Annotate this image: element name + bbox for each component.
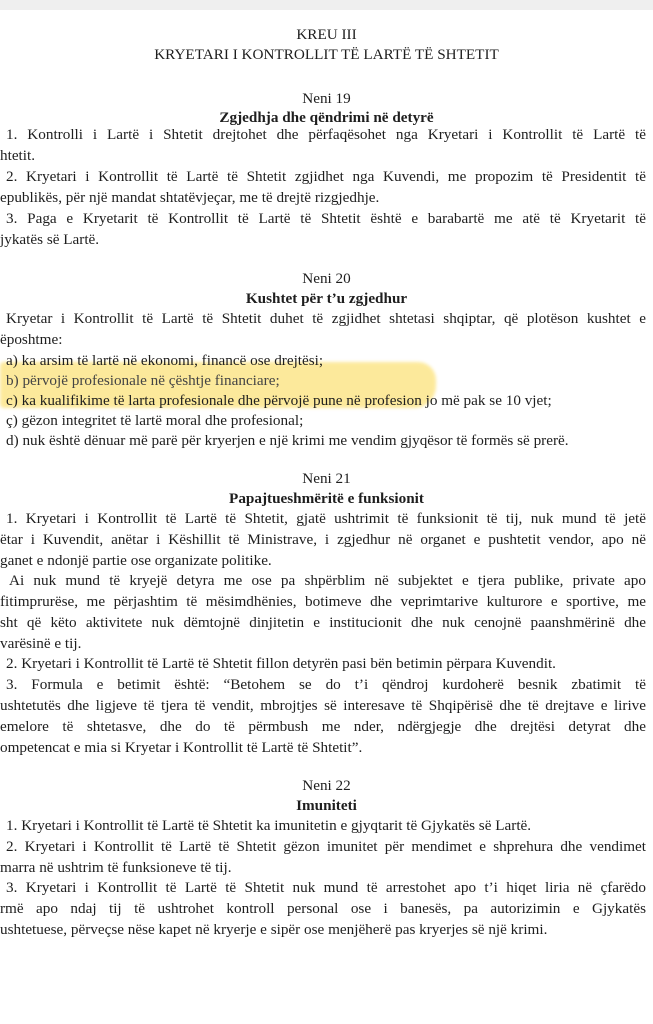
paragraph-line: rmë apo ndaj tij të ushtrohet kontroll personal ose i banesës, pa autorizimin e Gjykatës bbox=[0, 900, 646, 917]
paragraph-line: emelore të shtetasve, dhe do të përmbush me nder, ndërgjegje dhe drejtësi detyrat dhe bbox=[0, 718, 646, 735]
paragraph-line: jykatës së Lartë. bbox=[0, 231, 100, 248]
paragraph-line: 2. Kryetari i Kontrollit të Lartë të Shtetit fillon detyrën pasi bën betimin përpara Kuvendit. bbox=[6, 655, 556, 672]
article-number: Neni 22 bbox=[302, 777, 351, 794]
list-item-highlighted: b) përvojë profesionale në çështje financiare; bbox=[6, 372, 280, 389]
article-title: Imuniteti bbox=[296, 797, 357, 814]
paragraph-line: 1. Kryetari i Kontrollit të Lartë të Shtetit, gjatë ushtrimit të funksionit të tij, nuk mund të jetë bbox=[6, 510, 646, 527]
paragraph-line: ëposhtme: bbox=[0, 331, 63, 348]
paragraph-line: sht që këto aktivitete nuk dëmtojnë dinjitetin e institucionit dhe nuk cenojnë paanshmërinë dhe bbox=[0, 614, 646, 631]
paragraph-line: ganet e ndonjë partie ose organizate politike. bbox=[0, 552, 272, 569]
paragraph-line: 1. Kontrolli i Lartë i Shtetit drejtohet dhe përfaqësohet nga Kryetari i Kontrollit të Lartë të bbox=[6, 126, 646, 143]
paragraph-line: 2. Kryetari i Kontrollit të Lartë të Shtetit gëzon imunitet për mendimet e shprehura dhe vendimet bbox=[6, 838, 646, 855]
chapter-number: KREU III bbox=[296, 26, 357, 43]
paragraph-line: 2. Kryetari i Kontrollit të Lartë të Shtetit zgjidhet nga Kuvendi, me propozim të Presidentit të bbox=[6, 168, 646, 185]
paragraph-line: 1. Kryetari i Kontrollit të Lartë të Shtetit ka imunitetin e gjyqtarit të Gjykatës së Lartë. bbox=[6, 817, 532, 834]
paragraph-line: epublikës, për një mandat shtatëvjeçar, me të drejtë rizgjedhje. bbox=[0, 189, 380, 206]
article-title: Kushtet për t’u zgjedhur bbox=[245, 290, 408, 307]
paragraph-line: Ai nuk mund të kryejë detyra me ose pa shpërblim në subjektet e tjera publike, private apo bbox=[9, 572, 646, 589]
paragraph-line: Kryetar i Kontrollit të Lartë të Shtetit duhet të zgjidhet shtetasi shqiptar, që plotëson kushtet e bbox=[6, 310, 646, 327]
list-item: c) ka kualifikime të larta profesionale dhe përvojë pune në profesion jo më pak se 10 vjet; bbox=[6, 392, 552, 409]
paragraph-line: 3. Paga e Kryetarit të Kontrollit të Lartë të Shtetit është e barabartë me atë të Kryetarit të bbox=[6, 210, 646, 227]
list-item: d) nuk është dënuar më parë për kryerjen e një krimi me vendim gjyqësor të formës së prerë. bbox=[6, 432, 569, 449]
paragraph-line: 3. Kryetari i Kontrollit të Lartë të Shtetit nuk mund të arrestohet apo t’i hiqet liria në çfarëdo bbox=[6, 879, 646, 896]
list-item: ç) gëzon integritet të lartë moral dhe profesional; bbox=[6, 412, 304, 429]
paragraph-line: ushtetuese, përveçse nëse kapet në kryerje e sipër ose menjëherë pas kryerjes së një krimi. bbox=[0, 921, 548, 938]
paragraph-line: fitimprurëse, me përjashtim të mësimdhënies, botimeve dhe veprimtarive kulturore e sportive, me bbox=[0, 593, 646, 610]
article-title: Papajtueshmëritë e funksionit bbox=[229, 490, 424, 507]
chapter-title: KRYETARI I KONTROLLIT TË LARTË TË SHTETIT bbox=[154, 46, 499, 63]
article-number: Neni 19 bbox=[302, 90, 351, 107]
paragraph-line: ompetencat e mia si Kryetar i Kontrollit të Lartë të Shtetit”. bbox=[0, 739, 363, 756]
paragraph-line: 3. Formula e betimit është: “Betohem se do t’i qëndroj kurdoherë besnik zbatimit të bbox=[6, 676, 646, 693]
paragraph-line: varësinë e tij. bbox=[0, 635, 82, 652]
top-band bbox=[0, 0, 653, 10]
list-item: a) ka arsim të lartë në ekonomi, financë ose drejtësi; bbox=[6, 352, 324, 369]
article-title: Zgjedhja dhe qëndrimi në detyrë bbox=[219, 109, 434, 126]
paragraph-line: htetit. bbox=[0, 147, 36, 164]
article-number: Neni 20 bbox=[302, 270, 351, 287]
paragraph-line: ushtetutës dhe ligjeve të tjera të vendit, mbrojtjes së interesave të Shqipërisë dhe të drejtave e lirive bbox=[0, 697, 646, 714]
paragraph-line: marra në ushtrim të funksioneve të tij. bbox=[0, 859, 232, 876]
paragraph-line: ëtar i Kuvendit, anëtar i Këshillit të Ministrave, i zgjedhur në organet e pushtetit vendor, apo në bbox=[0, 531, 646, 548]
article-number: Neni 21 bbox=[302, 470, 351, 487]
